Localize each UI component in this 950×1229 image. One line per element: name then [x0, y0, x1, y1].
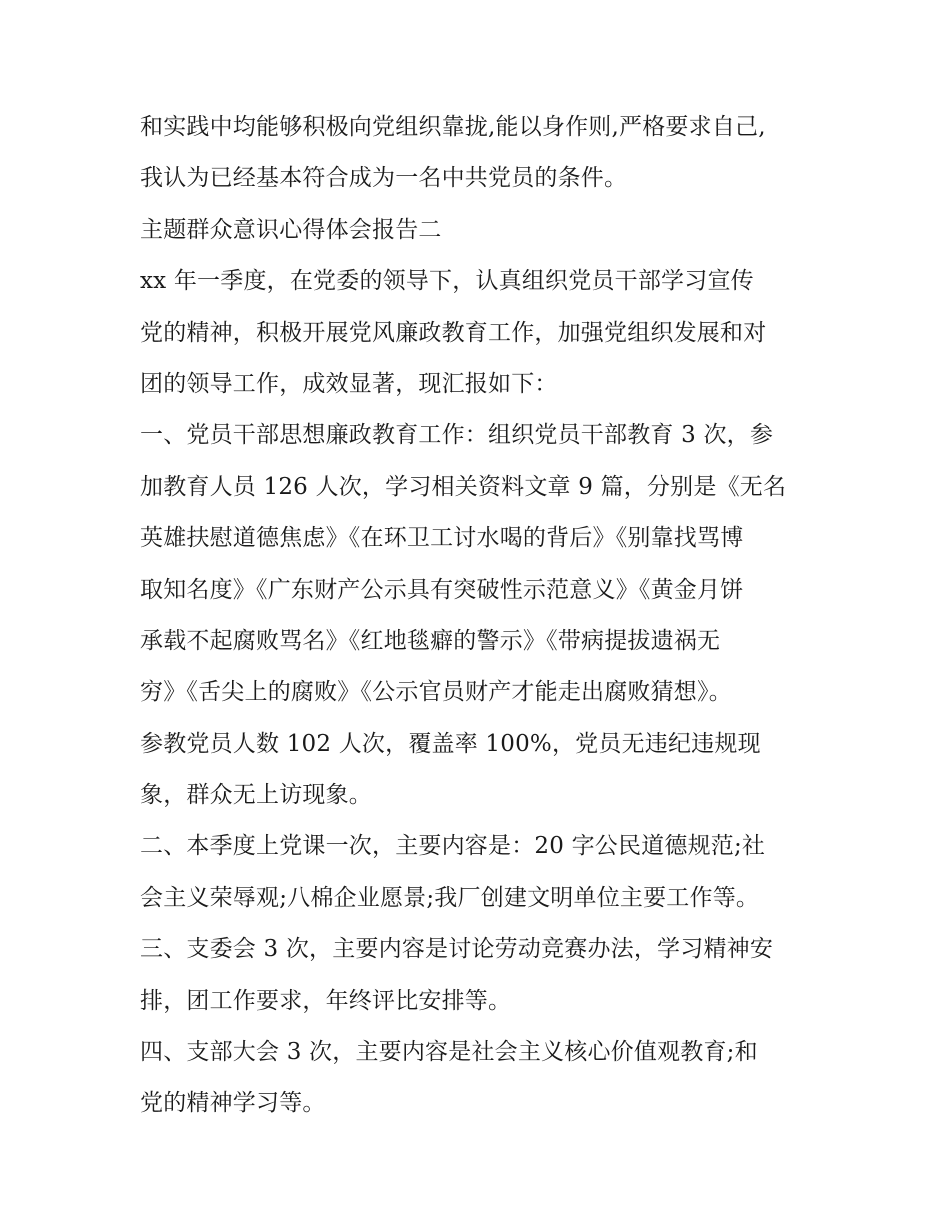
text-line-15: 二、本季度上党课一次，主要内容是：20 字公民道德规范;社: [140, 833, 766, 860]
text-line-1: 和实践中均能够积极向党组织靠拢,能以身作则,严格要求自己,: [140, 114, 766, 140]
text-line-13: 参教党员人数 102 人次，覆盖率 100%，党员无违纪违规现: [140, 730, 761, 757]
text-line-18: 排，团工作要求，年终评比安排等。: [140, 987, 512, 1014]
text-line-4: xx 年一季度，在党委的领导下，认真组织党员干部学习宣传: [140, 268, 754, 295]
text-line-14: 象，群众无上访现象。: [140, 782, 372, 809]
text-line-2: 我认为已经基本符合成为一名中共党员的条件。: [140, 165, 628, 192]
text-line-19: 四、支部大会 3 次，主要内容是社会主义核心价值观教育;和: [140, 1039, 758, 1066]
text-line-5: 党的精神，积极开展党风廉政教育工作，加强党组织发展和对: [140, 319, 767, 346]
text-line-17: 三、支委会 3 次，主要内容是讨论劳动竞赛办法，学习精神安: [140, 936, 774, 963]
text-line-20: 党的精神学习等。: [140, 1090, 326, 1117]
text-line-9: 英雄扶慰道德焦虑》《在环卫工讨水喝的背后》《别靠找骂博: [140, 525, 744, 552]
text-line-16: 会主义荣辱观;八棉企业愿景;我厂创建文明单位主要工作等。: [140, 884, 760, 911]
body-text: [140, 102, 830, 1130]
text-line-10: 取知名度》《广东财产公示具有突破性示范意义》《黄金月饼: [140, 576, 744, 603]
text-line-6: 团的领导工作，成效显著，现汇报如下：: [140, 370, 558, 397]
section-heading: 主题群众意识心得体会报告二: [140, 216, 442, 243]
text-line-8: 加教育人员 126 人次，学习相关资料文章 9 篇，分别是《无名: [140, 473, 787, 500]
text-line-11: 承载不起腐败骂名》《红地毯癖的警示》《带病提拔遗祸无: [140, 627, 721, 654]
text-line-12: 穷》《舌尖上的腐败》《公示官员财产才能走出腐败猜想》。: [140, 679, 732, 706]
text-line-7: 一、党员干部思想廉政教育工作：组织党员干部教育 3 次，参: [140, 422, 774, 449]
